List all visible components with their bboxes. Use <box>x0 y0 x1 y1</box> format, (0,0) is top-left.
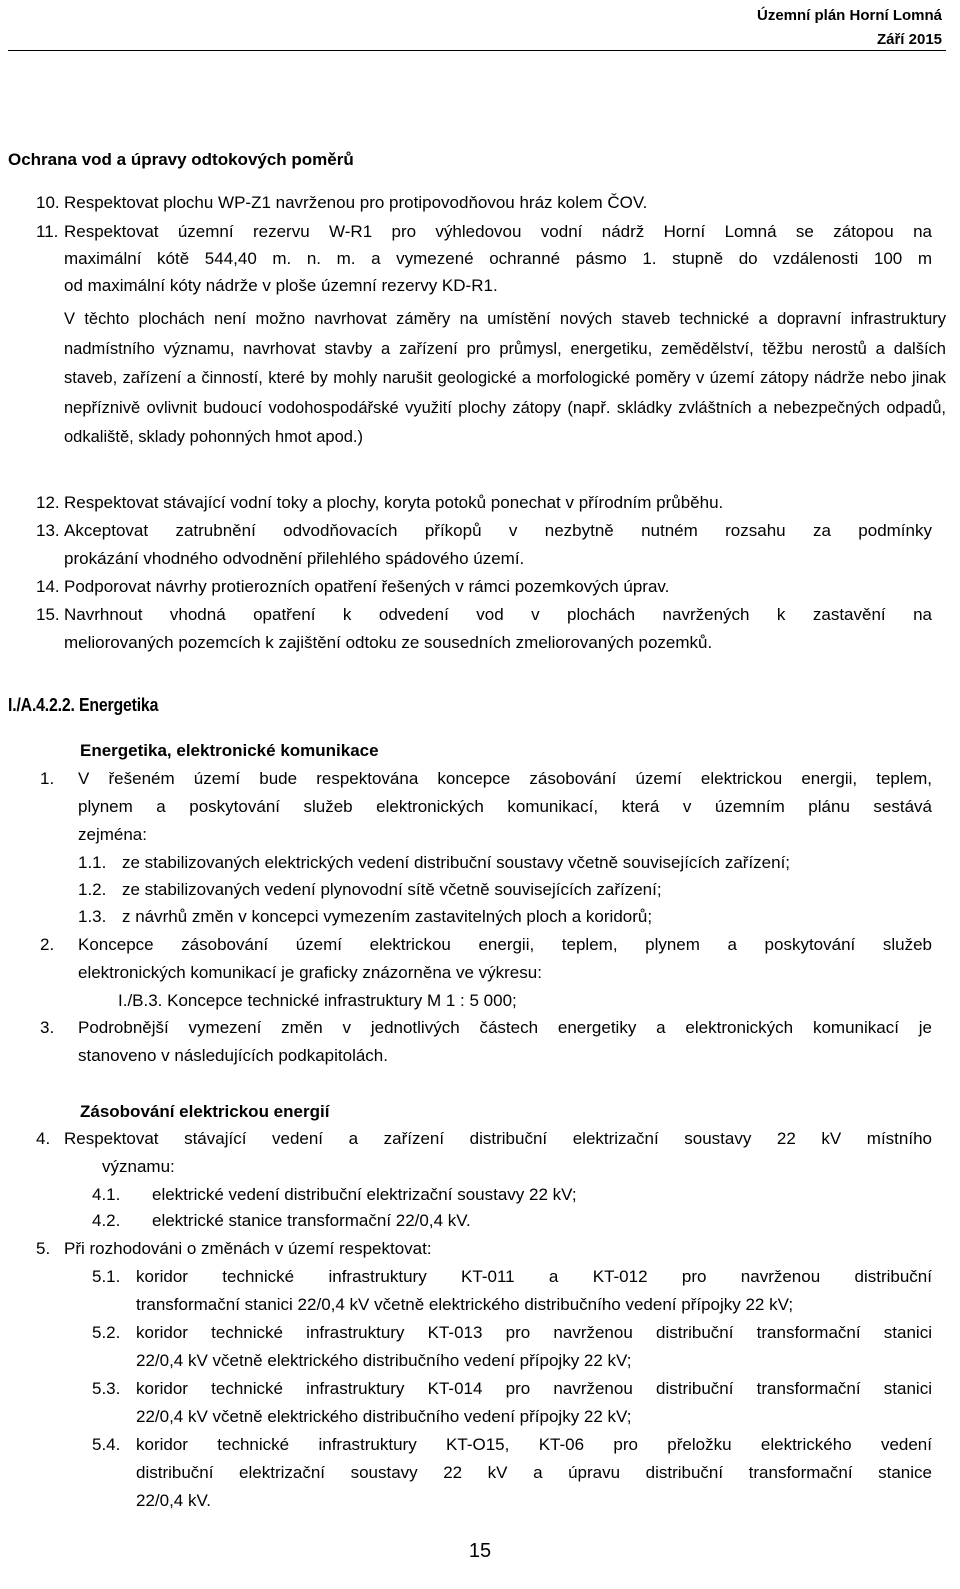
sub-item-5-2: 5.2. koridor technické infrastruktury KT-013 pro navrženou distribuční transformační stanici 22/0,4 kV včetně elektrického distribučního vedení přípojky 22 kV; <box>92 1323 932 1370</box>
drawing-reference: I./B.3. Koncepce technické infrastruktury M 1 : 5 000; <box>118 991 517 1010</box>
restriction-paragraph: V těchto plochách není možno navrhovat záměry na umístění nových staveb technické a dopravní infrastruktury nadmístního významu, navrhovat stavby a zařízení pro průmysl, energetiku, zemědělství, těžbu nerostů a dalších staveb, zařízení a činností, které by mohly narušit geologické a morfologické poměry v území zátopy nádrže nebo jinak nepříznivě ovlivnit budoucí vodohospodářské využití plochy zátopy (např. skládky zvláštních a nebezpečných odpadů, odkaliště, sklady pohonných hmot apod.) <box>64 310 946 446</box>
page-number: 15 <box>468 1540 492 1562</box>
sub-item-5-3: 5.3. koridor technické infrastruktury KT-014 pro navrženou distribuční transformační stanici 22/0,4 kV včetně elektrického distribučního vedení přípojky 22 kV; <box>92 1379 932 1426</box>
header-date: Září 2015 <box>876 31 942 48</box>
list-item-3: 3. Podrobnější vymezení změn v jednotlivých částech energetiky a elektronických komunikací je stanoveno v následujících podkapitolách. <box>40 1018 932 1065</box>
list-item-4: 4. Respektovat stávající vedení a zařízení distribuční elektrizační soustavy 22 kV místního významu: <box>36 1129 932 1176</box>
list-item-15: 15. Navrhnout vhodná opatření k odvedení vod v plochách navržených k zastavění na meliorovaných pozemcích k zajištění odtoku ze sousedních zmeliorovaných pozemků. <box>36 605 932 652</box>
sub-item-5-1: 5.1. koridor technické infrastruktury KT-011 a KT-012 pro navrženou distribuční transformační stanici 22/0,4 kV včetně elektrického distribučního vedení přípojky 22 kV; <box>92 1267 932 1314</box>
header-divider <box>8 50 946 51</box>
header-title: Územní plán Horní Lomná <box>756 7 942 24</box>
list-item-13: 13. Akceptovat zatrubnění odvodňovacích příkopů v nezbytně nutném rozsahu za podmínky prokázání vhodného odvodnění přilehlého spádového území. <box>36 521 932 568</box>
section-heading-energy: Energetika, elektronické komunikace <box>80 741 379 760</box>
section-heading-electric: Zásobování elektrickou energií <box>80 1102 330 1121</box>
sub-item-5-4: 5.4. koridor technické infrastruktury KT-O15, KT-06 pro přeložku elektrického vedení distribuční elektrizační soustavy 22 kV a úpravu distribuční transformační stanice 22/0,4 kV. <box>92 1435 932 1510</box>
list-item-1: 1. V řešeném území bude respektována koncepce zásobování území elektrickou energii, teplem, plynem a poskytování služeb elektronických komunikací, která v územním plánu sestává zejména: <box>40 769 932 844</box>
page-header <box>757 4 942 52</box>
section-heading-water: Ochrana vod a úpravy odtokových poměrů <box>8 150 354 169</box>
list-item-11: 11. Respektovat územní rezervu W-R1 pro výhledovou vodní nádrž Horní Lomná se zátopou na maximální kótě 544,40 m. n. m. a vymezené ochranné pásmo 1. stupně do vzdálenosti 100 m od maximální kóty nádrže v ploše územní rezervy KD-R1. <box>36 222 932 295</box>
list-item-2: 2. Koncepce zásobování území elektrickou energii, teplem, plynem a poskytování služeb elektronických komunikací je graficky znázorněna ve výkresu: <box>40 935 932 982</box>
document-page: Územní plán Horní Lomná Září 2015 Ochrana vod a úpravy odtokových poměrů 10. Respektovat plochu WP-Z1 navrženou pro protipovodňovou hráz kolem ČOV. 11. Respektovat územní rezervu W-R1 pro výhledovou vodní nádrž Horní Lomná se zátopou na maximální kótě 544,40 m. n. m. a vymezené ochranné pásmo 1. stupně do vzdálenosti 100 m od maximální kóty nádrže v ploše územní rezervy KD-R1. V těchto plochách není možno navrhovat záměry na umístění nových staveb technické a dopravní infrastruktury nadmístního významu, navrhovat stavby a zařízení pro průmysl, energetiku, zemědělství, těžbu nerostů a dalších staveb, zařízení a činností, které by mohly narušit geologické a morfologické poměry v území zátopy nádrže nebo jinak nepříznivě ovlivnit budoucí vodohospodářské využití plochy zátopy (např. skládky zvláštních a nebezpečných odpadů, odkaliště, sklady pohonných hmot apod.) 12. Respektovat stávající vodní toky a plochy, koryta potoků ponechat v přírodním průběhu. 13. Akceptovat zatrubnění odvodňovacích příkopů v nezbytně nutném rozsahu za podmínky prokázání vhodného odvodnění přilehlého spádového území. 14. Podporovat návrhy protierozních opatření řešených v rámci pozemkových úprav. 15. Navrhnout vhodná opatření k odvedení vod v plochách navržených k zastavění na meliorovaných pozemcích k zajištění odtoku ze sousedních zmeliorovaných pozemků. I./A.4.2.2. Energetika Energetika, elektronické komunikace 1. V řešeném území bude respektována koncepce zásobování území elektrickou energii, teplem, plynem a poskytování služeb elektronických komunikací, která v územním plánu sestává zejména: 1.1. ze stabilizovaných elektrických vedení distribuční soustavy včetně souvisejících zařízení; 1.2. ze stabilizovaných vedení plynovodní sítě včetně souvisejících zařízení; 1.3. z návrhů změn v koncepci vymezením zastavitelných ploch a koridorů; 2. Koncepce zásobování území elektrickou energii, teplem, plynem a poskytování služeb elektronických komunikací je graficky znázorněna ve výkresu: I./B.3. Koncepce technické infrastruktury M 1 : 5 000; 3. Podrobnější vymezení změn v jednotlivých částech energetiky a elektronických komunikací je stanoveno v následujících podkapitolách. Zásobování elektrickou energií 4. Respektovat stávající vedení a zařízení distribuční elektrizační soustavy 22 kV místního významu: 4.1. elektrické vedení distribuční elektrizační soustavy 22 kV; 4.2. elektrické stanice transformační 22/0,4 kV. 5. Při rozhodováni o změnách v území respektovat: 5.1. koridor technické infrastruktury KT-011 a KT-012 pro navrženou distribuční transformační stanici 22/0,4 kV včetně elektrického distribučního vedení přípojky 22 kV; 5.2. koridor technické infrastruktury KT-013 pro navrženou distribuční transformační stanici 22/0,4 kV včetně elektrického distribučního vedení přípojky 22 kV; 5.3. koridor technické infrastruktury KT-014 pro navrženou distribuční transformační stanici 22/0,4 kV včetně elektrického distribučního vedení přípojky 22 kV; 5.4. koridor technické infrastruktury KT-O15, KT-06 pro přeložku elektrického vedení distribuční elektrizační soustavy 22 kV a úpravu distribuční transformační stanice 22/0,4 kV. 15 <box>0 0 960 1589</box>
chapter-heading-energetika: I./A.4.2.2. Energetika <box>8 695 159 715</box>
